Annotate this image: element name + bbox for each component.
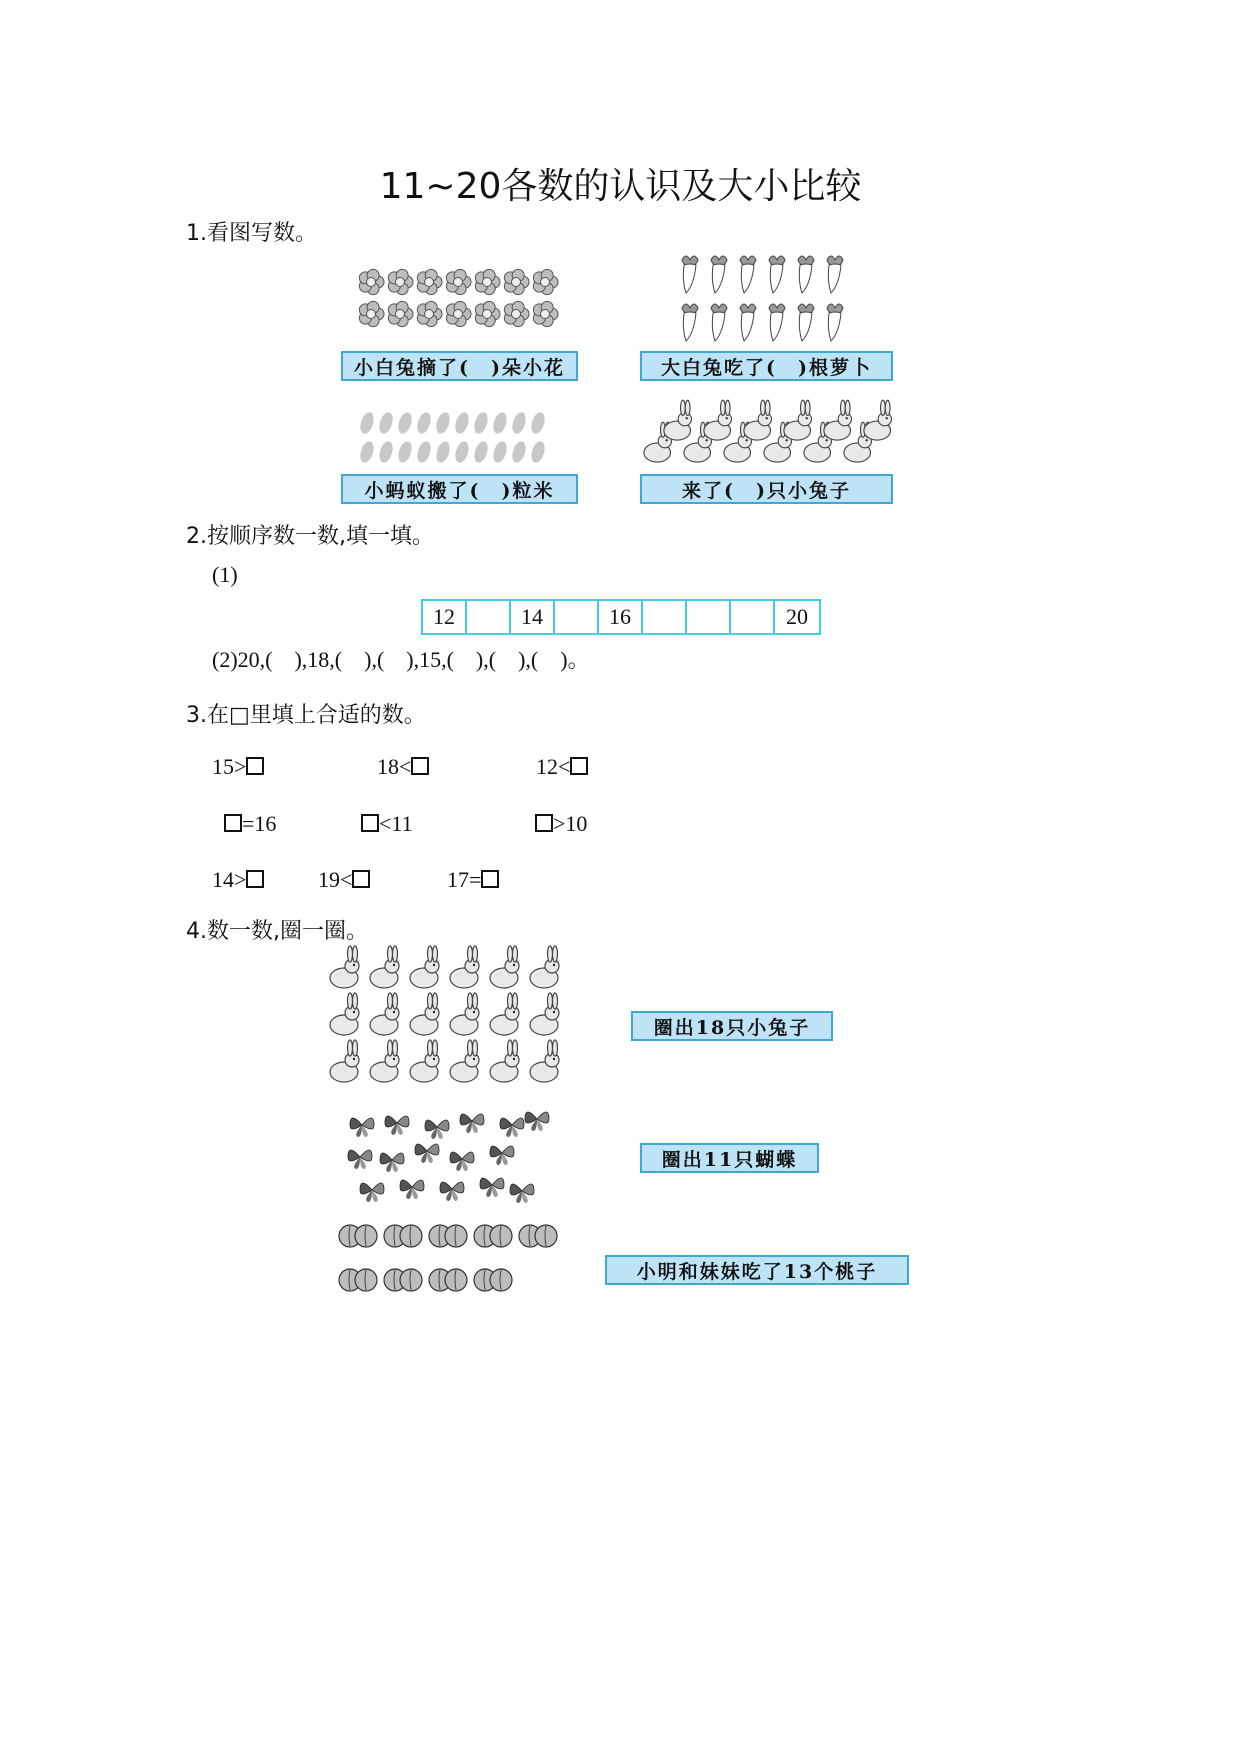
- sequence-cell: 20: [786, 604, 808, 629]
- q2-part2-text: (2)20,( ),18,( ),( ),15,( ),( ),( )。: [212, 647, 590, 672]
- answer-box[interactable]: [361, 814, 379, 832]
- inequality-item: 19<: [318, 867, 370, 893]
- q1-heading: 1.看图写数。: [186, 221, 317, 246]
- sequence-blank-cell[interactable]: [687, 601, 731, 633]
- q4-caption-peaches: 小明和妹妹吃了13个桃子: [605, 1255, 909, 1285]
- answer-box[interactable]: [481, 870, 499, 888]
- q4-heading: 4.数一数,圈一圈。: [186, 919, 368, 944]
- sequence-blank-cell[interactable]: [555, 601, 599, 633]
- number-sequence-grid: [421, 599, 821, 635]
- q1-caption-flowers: 小白兔摘了( )朵小花: [341, 351, 578, 381]
- inequality-item: 18<: [377, 754, 429, 780]
- inequality-item: >10: [535, 811, 587, 837]
- answer-box[interactable]: [570, 757, 588, 775]
- q1-caption-rice: 小蚂蚁搬了( )粒米: [341, 474, 578, 504]
- q1-caption-radishes: 大白兔吃了( )根萝卜: [640, 351, 893, 381]
- inequality-item: 12<: [536, 754, 588, 780]
- q1-caption-rabbits: 来了( )只小兔子: [640, 474, 893, 504]
- rabbits-group-illustration: [640, 396, 893, 466]
- sequence-cell: 14: [511, 601, 555, 633]
- q2-part1-label: (1): [212, 562, 238, 587]
- sequence-blank-cell[interactable]: [467, 601, 511, 633]
- inequality-item: =16: [224, 811, 276, 837]
- q2-heading: 2.按顺序数一数,填一填。: [186, 524, 434, 549]
- answer-box[interactable]: [224, 814, 242, 832]
- inequality-item: <11: [361, 811, 413, 837]
- sequence-blank-cell[interactable]: [643, 601, 687, 633]
- sequence-cell: 12: [423, 601, 467, 633]
- q4-caption-butterflies: 圈出11只蝴蝶: [640, 1143, 819, 1173]
- q4-caption-rabbits: 圈出18只小兔子: [631, 1011, 833, 1041]
- answer-box[interactable]: [411, 757, 429, 775]
- answer-box[interactable]: [246, 870, 264, 888]
- inequality-item: 15>: [212, 754, 264, 780]
- sequence-blank-cell[interactable]: [731, 601, 775, 633]
- peaches-illustration: [338, 1218, 588, 1300]
- answer-box[interactable]: [352, 870, 370, 888]
- q3-heading: 3.在□里填上合适的数。: [186, 703, 426, 728]
- butterflies-illustration: [340, 1103, 552, 1203]
- page-title: 11~20各数的认识及大小比较: [379, 166, 862, 207]
- rice-illustration: [358, 410, 558, 466]
- sequence-cell: 16: [599, 601, 643, 633]
- rabbits-grid-illustration: [328, 950, 568, 1088]
- radishes-illustration: [672, 248, 852, 344]
- answer-box[interactable]: [246, 757, 264, 775]
- flowers-illustration: [358, 266, 568, 334]
- inequality-item: 14>: [212, 867, 264, 893]
- answer-box[interactable]: [535, 814, 553, 832]
- inequality-item: 17=: [447, 867, 499, 893]
